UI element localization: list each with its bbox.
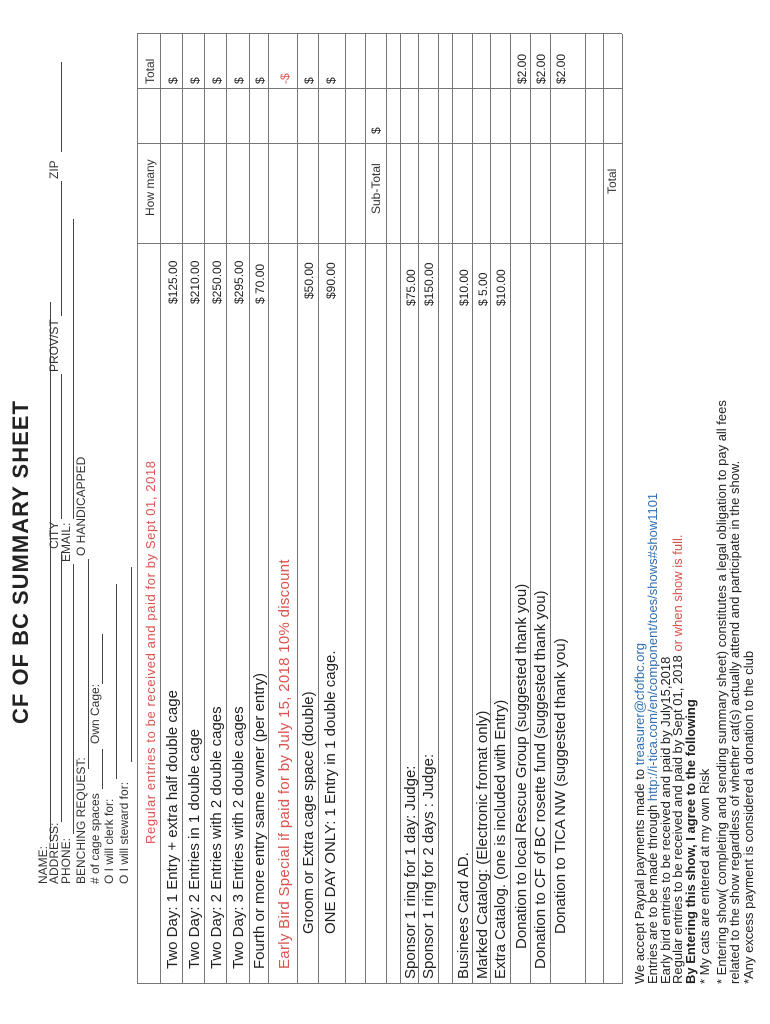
regular-row-3-label: Two Day: 2 Entries with 2 double cages — [208, 706, 225, 969]
donation-row-1-label: Donation to local Rescue Group (suggested thank you) — [513, 583, 530, 949]
grid-line — [182, 34, 183, 984]
clerk-field[interactable] — [116, 584, 117, 779]
steward-option[interactable]: O I will steward for: — [117, 781, 131, 884]
email-label: EMAIL: — [59, 522, 73, 562]
grid-line — [137, 983, 622, 984]
grid-line — [137, 34, 138, 984]
groom-row-label: Groom or Extra cage space (double) — [300, 691, 317, 934]
catalog-row-2-price: $ 5.00 — [476, 272, 490, 306]
grid-line — [137, 88, 622, 89]
regular-row-4-total: $ — [232, 77, 246, 84]
grid-line — [510, 34, 511, 984]
zip-label: ZIP — [47, 160, 61, 179]
city-label: CITY — [47, 521, 61, 549]
sponsor-row-1-price: $75.00 — [404, 269, 418, 306]
grid-line — [386, 34, 387, 984]
grid-line — [530, 34, 531, 984]
groom-row-total: $ — [302, 77, 316, 84]
prov-field[interactable] — [61, 181, 62, 316]
grid-line — [249, 34, 250, 984]
name-label: NAME: — [36, 845, 50, 884]
donation-row-3-total: $2.00 — [554, 53, 568, 84]
phone-label: PHONE: — [59, 837, 73, 884]
own-cage-field[interactable] — [102, 634, 103, 684]
donation-row-3-label: Donation to TICA NW (suggested thank you) — [552, 638, 569, 934]
regular-row-5-total: $ — [253, 77, 267, 84]
grid-line — [226, 34, 227, 984]
regular-row-3-price: $250.00 — [210, 260, 224, 304]
grid-line — [318, 34, 319, 984]
regular-note-prefix: Regular entries to be received and paid by Sept 01, 2018 — [670, 651, 685, 984]
address-field[interactable] — [61, 552, 62, 822]
regular-row-3-total: $ — [210, 77, 224, 84]
grid-line — [160, 34, 161, 984]
entries-link[interactable]: http://i-tica.com/en/component/toes/shows#show1101 — [645, 492, 660, 802]
groom-row-price: $50.00 — [302, 262, 316, 299]
grid-line — [137, 143, 622, 144]
catalog-row-1-label: Businees Card AD. — [455, 852, 472, 979]
agree-note: By Entering this show, I agree to the following — [683, 699, 698, 984]
donation-row-1-total: $2.00 — [515, 53, 529, 84]
grid-line — [268, 34, 269, 984]
excess-note: *Any excess payment is considered a donation to the club — [741, 650, 756, 984]
grid-line — [622, 34, 623, 984]
obligation-note-1: * Entering show( completing and sending summary sheet) constitutes a legal obligation to pay all fees — [714, 400, 729, 984]
subtotal-value: $ — [369, 127, 383, 134]
address-label: ADDRESS: — [47, 822, 61, 884]
catalog-row-1-price: $10.00 — [457, 269, 471, 306]
regular-section-heading: Regular entries to be received and paid for by Sept 01, 2018 — [143, 460, 158, 844]
total-header: Total — [143, 58, 157, 84]
grid-line — [603, 34, 604, 984]
handicapped-option[interactable]: O HANDICAPPED — [74, 456, 88, 556]
subtotal-label: Sub-Total — [369, 163, 383, 214]
catalog-row-3-price: $10.00 — [494, 269, 508, 306]
sponsor-row-1-label: Sponsor 1 ring for 1 day: Judge: — [402, 765, 419, 979]
donation-row-2-label: Donation to CF of BC rosette fund (suggested thank you) — [532, 590, 549, 969]
paypal-prefix: We accept Paypal payments made to — [632, 765, 647, 984]
early-bird-total: -$ — [278, 73, 292, 84]
grid-line — [345, 34, 346, 984]
zip-field[interactable] — [61, 62, 62, 152]
regular-row-5-label: Fourth or more entry same owner (per entry) — [251, 673, 268, 969]
grid-line — [137, 243, 622, 244]
grid-line — [438, 34, 439, 984]
regular-row-1-price: $125.00 — [166, 260, 180, 304]
entries-prefix: Entries are to be made through — [645, 801, 660, 984]
benching-label: BENCHING REQUEST: — [74, 757, 88, 884]
regular-row-5-price: $ 70.00 — [253, 263, 267, 304]
regular-row-2-price: $210.00 — [188, 260, 202, 304]
one-day-row-label: ONE DAY ONLY: 1 Entry in 1 double cage. — [322, 650, 339, 934]
cage-spaces-field[interactable] — [102, 749, 103, 789]
regular-row-4-price: $295.00 — [232, 260, 246, 304]
regular-note-red: or when show is full. — [670, 534, 685, 652]
grid-line — [365, 34, 366, 984]
sponsor-row-2-label: Sponsor 1 ring for 2 days : Judge: — [420, 753, 437, 979]
steward-field[interactable] — [131, 567, 132, 762]
grid-line — [472, 34, 473, 984]
early-bird-heading: Early Bird Special if paid for by July 15, 2018 10% discount — [276, 559, 293, 969]
clerk-option[interactable]: O I will clerk for: — [102, 798, 116, 884]
grand-total-label: Total — [605, 168, 619, 194]
one-day-row-price: $90.00 — [324, 262, 338, 299]
obligation-note-2: related to the show regardless of whether cat(s) actually attend and participate in the show. — [727, 460, 742, 984]
grid-line — [400, 34, 401, 984]
grid-line — [204, 34, 205, 984]
how-many-header: How many — [143, 159, 157, 216]
donation-row-2-total: $2.00 — [534, 53, 548, 84]
prov-label: PROV/ST — [47, 319, 61, 372]
catalog-row-2-label: Marked Catalog: (Electronic fromat only) — [474, 710, 491, 979]
own-cage-label: Own Cage: — [88, 683, 102, 744]
catalog-row-3-label: Extra Catalog. (one is included with Entry) — [492, 699, 509, 979]
regular-row-2-total: $ — [188, 77, 202, 84]
early-bird-note: Early bird entries to be received and paid by July15,2018 — [658, 656, 673, 984]
grid-line — [550, 34, 551, 984]
grid-line — [585, 34, 586, 984]
one-day-row-total: $ — [324, 77, 338, 84]
grid-line — [297, 34, 298, 984]
name-field[interactable] — [50, 302, 51, 842]
regular-row-1-label: Two Day: 1 Entry + extra half double cage — [164, 690, 181, 969]
grid-line — [452, 34, 453, 984]
city-field[interactable] — [61, 374, 62, 519]
sponsor-row-2-price: $150.00 — [422, 262, 436, 306]
regular-row-4-label: Two Day: 3 Entries with 2 double cages — [230, 706, 247, 969]
risk-note: * My cats are entered at my own Risk — [697, 768, 712, 984]
page-title: CF OF BC SUMMARY SHEET — [8, 400, 33, 724]
cage-spaces-label: # of cage spaces — [88, 793, 102, 884]
paypal-email-link[interactable]: treasurer@cfofbc.org — [632, 642, 647, 766]
grid-line — [137, 33, 622, 34]
regular-row-2-label: Two Day: 2 Entries in 1 double cage — [186, 728, 203, 969]
regular-row-1-total: $ — [166, 77, 180, 84]
